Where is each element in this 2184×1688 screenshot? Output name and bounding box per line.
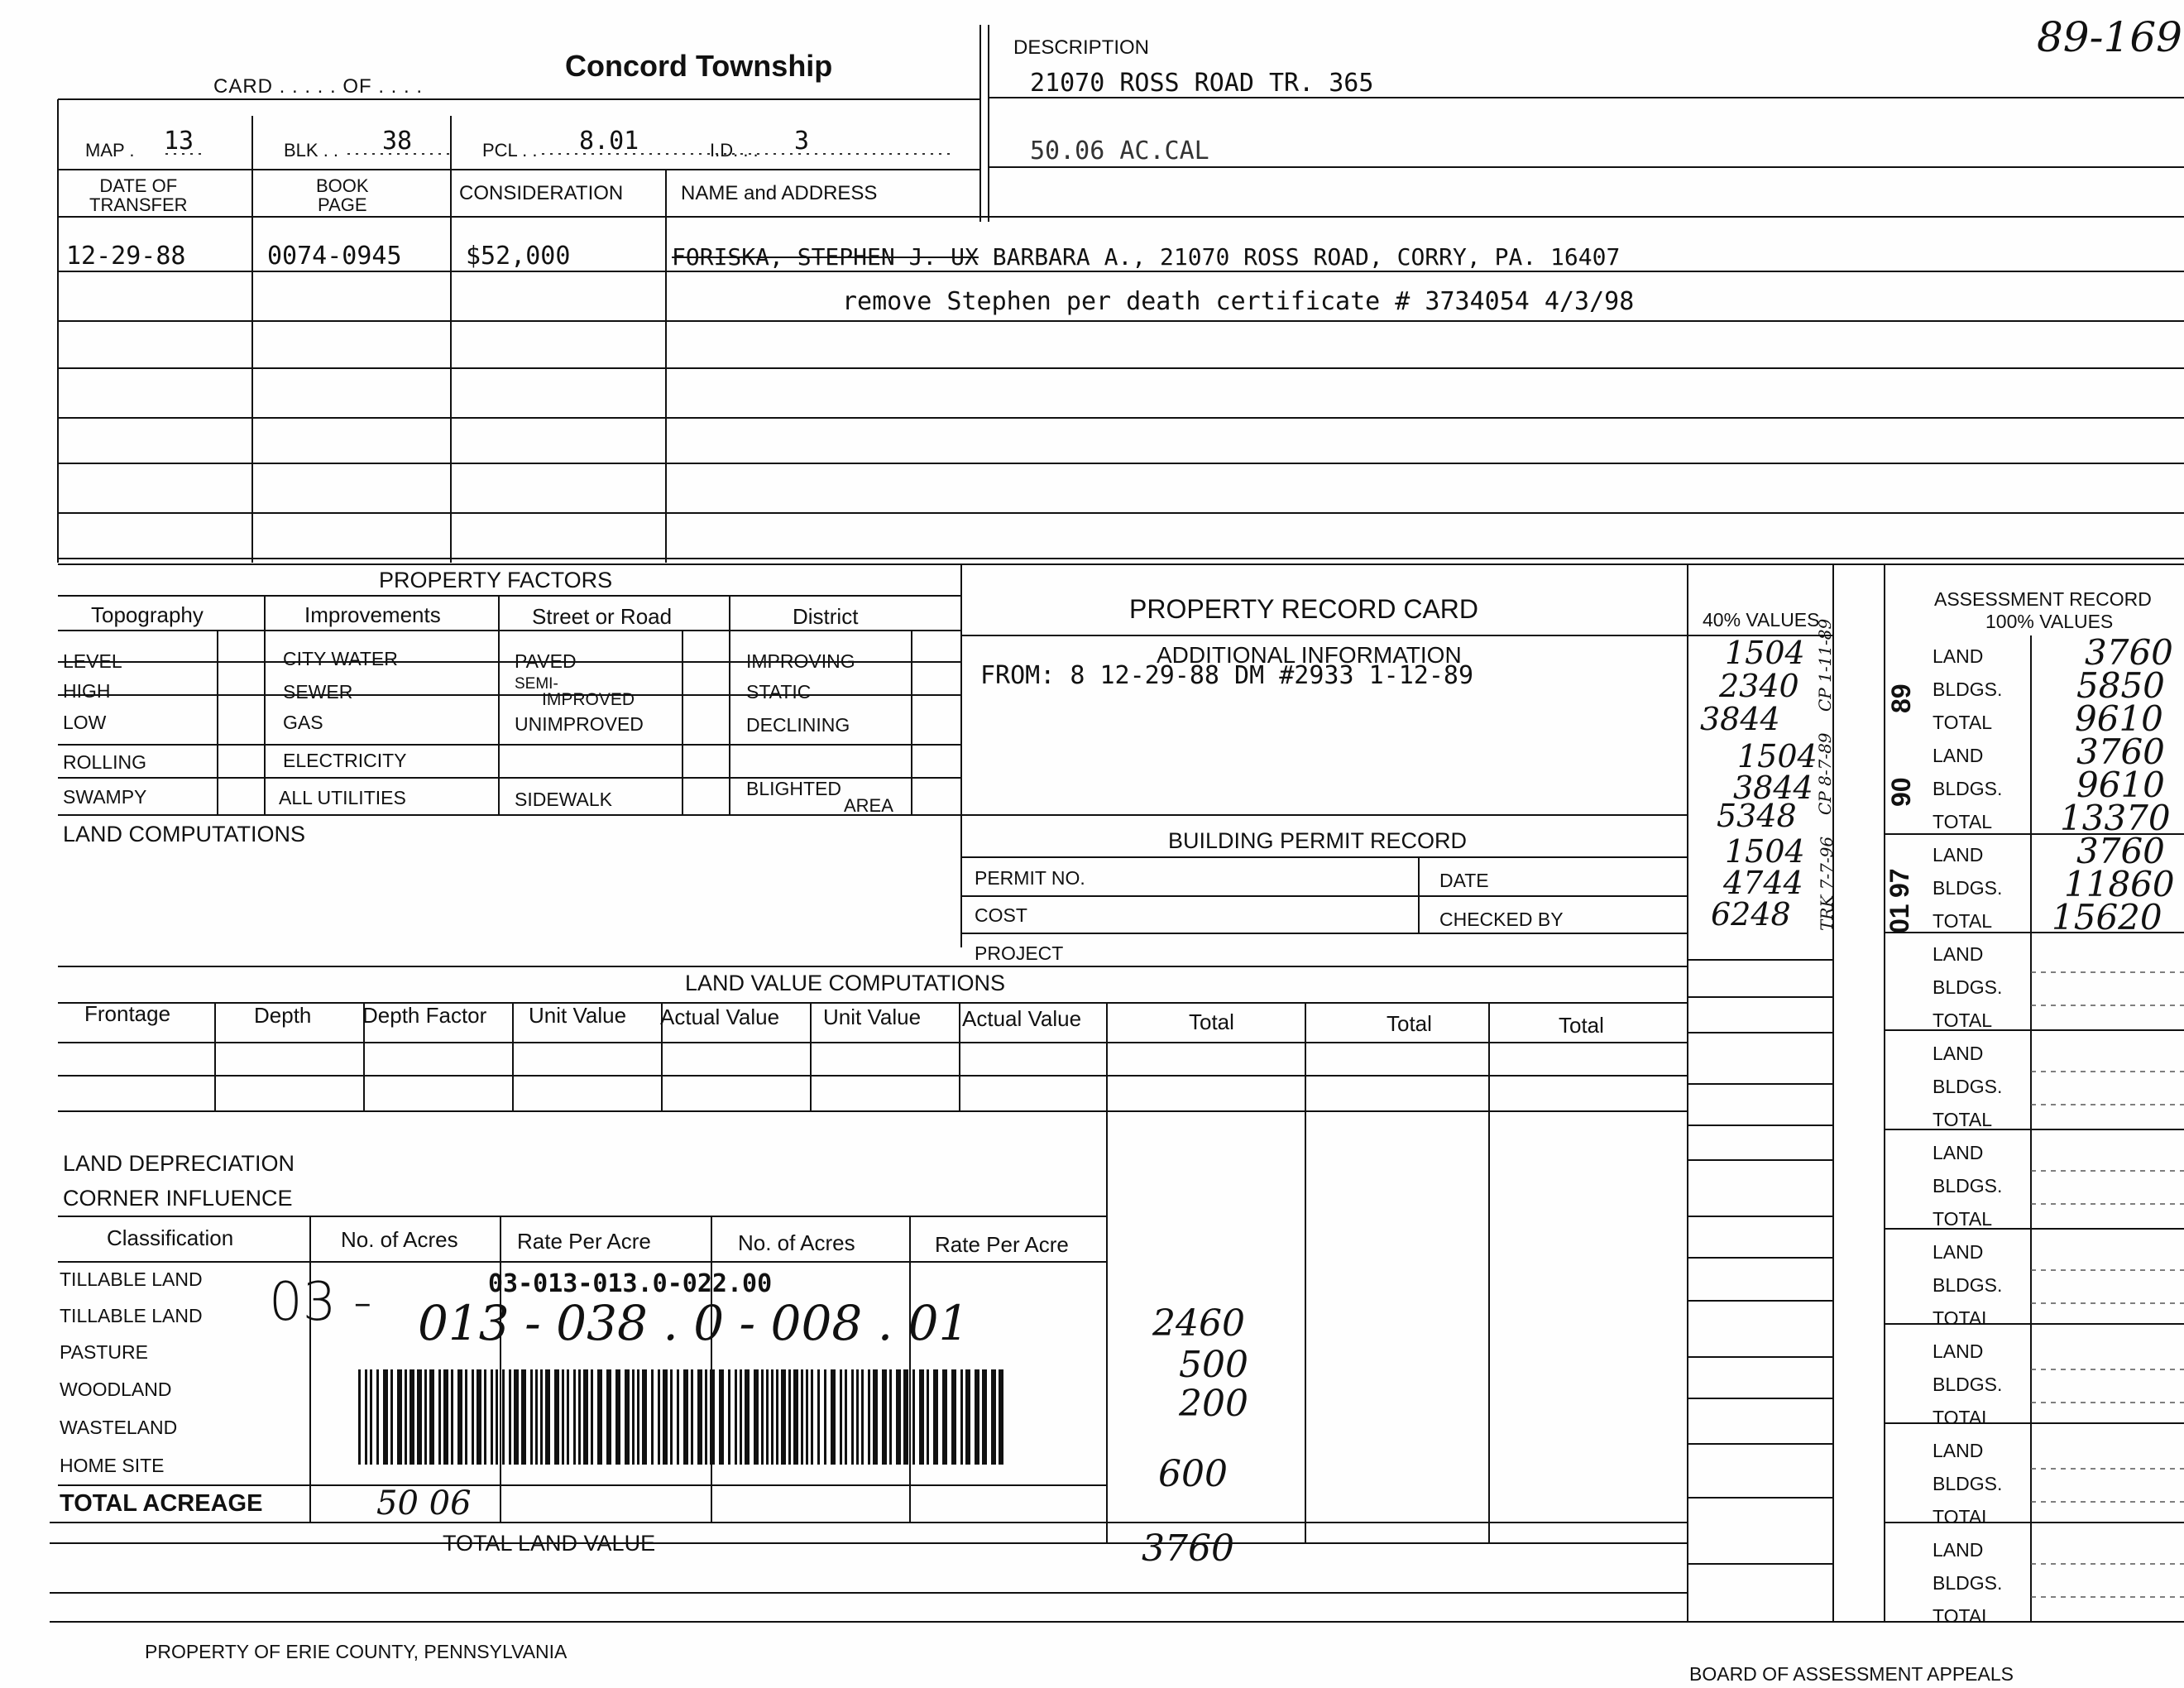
- col-depth-factor: Depth Factor: [362, 1003, 487, 1028]
- barcode-graphic: [358, 1369, 1012, 1465]
- barcode-bar: [405, 1369, 407, 1465]
- v40-total-97: 6248: [1711, 896, 1791, 933]
- district-improving: IMPROVING: [746, 650, 855, 672]
- barcode-bar: [896, 1369, 901, 1465]
- barcode-bar: [540, 1369, 543, 1465]
- barcode-bar: [868, 1369, 870, 1465]
- district-header: District: [793, 604, 859, 629]
- assessment-row-label: LAND: [1933, 943, 1984, 965]
- assessment-title: ASSESSMENT RECORD: [1934, 588, 2152, 610]
- v40-total-89: 3844: [1700, 701, 1780, 737]
- barcode-bar: [358, 1369, 361, 1465]
- street-unimproved: UNIMPROVED: [515, 713, 644, 735]
- consideration-header: CONSIDERATION: [459, 182, 624, 204]
- current-owner: BARBARA A., 21070 ROSS ROAD, CORRY, PA. 16407: [992, 243, 1621, 271]
- id-label: I.D. . .: [710, 140, 759, 161]
- assessment-row-label: LAND: [1933, 645, 1984, 667]
- transfer-date: 12-29-88: [66, 242, 186, 271]
- barcode-bar: [882, 1369, 887, 1465]
- barcode-bar: [670, 1369, 673, 1465]
- assessment-row-label: TOTAL: [1933, 1506, 1992, 1527]
- v40-land-97: 1504: [1725, 833, 1805, 870]
- transfer-note: remove Stephen per death certificate # 3734054 4/3/98: [842, 287, 1635, 316]
- side-note-89: CP 1-11-89: [1815, 618, 1835, 712]
- map-value: 13: [164, 127, 194, 156]
- barcode-bar: [873, 1369, 878, 1465]
- barcode-bar: [397, 1369, 402, 1465]
- barcode-bar: [606, 1369, 611, 1465]
- permit-no-label: PERMIT NO.: [975, 867, 1085, 889]
- file-number: 89-169: [2037, 13, 2182, 61]
- assessment-row-label: BLDGS.: [1933, 1175, 2003, 1196]
- year-89: 89: [1886, 683, 1916, 713]
- barcode-bar: [509, 1369, 511, 1465]
- pcl-label: PCL . .: [482, 140, 538, 161]
- class-woodland: WOODLAND: [60, 1379, 172, 1400]
- barcode-bar: [491, 1369, 493, 1465]
- assessment-row-label: LAND: [1933, 1241, 1984, 1263]
- barcode-bar: [754, 1369, 759, 1465]
- barcode-bar: [903, 1369, 908, 1465]
- blk-label: BLK . .: [284, 140, 339, 161]
- street-improved: IMPROVED: [542, 690, 635, 709]
- barcode-bar: [417, 1369, 422, 1465]
- total-pasture: 500: [1179, 1344, 1248, 1386]
- barcode-bar: [697, 1369, 702, 1465]
- pcl-value: 8.01: [579, 127, 639, 156]
- barcode-bar: [745, 1369, 750, 1465]
- col-depth: Depth: [254, 1003, 312, 1028]
- barcode-bar: [817, 1369, 820, 1465]
- assessment-row-label: BLDGS.: [1933, 1374, 2003, 1395]
- assessment-row-label: TOTAL: [1933, 712, 1992, 733]
- col-unit-value-1: Unit Value: [529, 1003, 627, 1028]
- book-page-header: BOOK PAGE: [316, 175, 369, 216]
- col-no-acres-1: No. of Acres: [341, 1227, 458, 1252]
- permit-date-label: DATE: [1439, 870, 1489, 891]
- street-semi: SEMI-: [515, 675, 558, 693]
- barcode-bar: [545, 1369, 550, 1465]
- district-static: STATIC: [746, 681, 812, 703]
- col-total-1: Total: [1189, 1009, 1234, 1034]
- checked-by-label: CHECKED BY: [1439, 909, 1564, 930]
- assess-bldgs-97: 11860: [2064, 864, 2175, 904]
- improve-city-water: CITY WATER: [283, 648, 398, 669]
- barcode-bar: [960, 1369, 963, 1465]
- barcode-bar: [840, 1369, 842, 1465]
- col-actual-value-1: Actual Value: [660, 1005, 780, 1029]
- land-computations-title: LAND COMPUTATIONS: [63, 822, 306, 846]
- total-acreage-label: TOTAL ACREAGE: [60, 1490, 263, 1517]
- record-card-title: PROPERTY RECORD CARD: [1129, 594, 1478, 624]
- assess-bldgs-90: 9610: [2076, 765, 2165, 805]
- property-factors-title: PROPERTY FACTORS: [379, 568, 613, 592]
- project-label: PROJECT: [975, 942, 1064, 964]
- printed-parcel-id: 03-013-013.0-022.00: [488, 1269, 773, 1298]
- barcode-bar: [383, 1369, 388, 1465]
- barcode-bar: [642, 1369, 647, 1465]
- land-depreciation-label: LAND DEPRECIATION: [63, 1151, 295, 1176]
- v40-bldgs-97: 4744: [1723, 865, 1803, 901]
- barcode-bar: [776, 1369, 778, 1465]
- barcode-bar: [740, 1369, 742, 1465]
- description-label: DESCRIPTION: [1013, 36, 1150, 59]
- cost-label: COST: [975, 904, 1027, 926]
- barcode-bar: [632, 1369, 635, 1465]
- acreage-description: 50.06 AC.CAL: [1030, 137, 1209, 165]
- barcode-bar: [705, 1369, 707, 1465]
- barcode-bar: [781, 1369, 786, 1465]
- barcode-bar: [521, 1369, 526, 1465]
- year-90: 90: [1886, 777, 1916, 807]
- barcode-bar: [999, 1369, 1003, 1465]
- assessment-row-label: TOTAL: [1933, 1407, 1992, 1428]
- barcode-bar: [424, 1369, 427, 1465]
- barcode-bar: [856, 1369, 859, 1465]
- barcode-bar: [583, 1369, 588, 1465]
- assessment-row-label: BLDGS.: [1933, 1274, 2003, 1296]
- street-road-header: Street or Road: [532, 604, 673, 629]
- assessment-row-label: BLDGS.: [1933, 1572, 2003, 1594]
- barcode-bar: [465, 1369, 467, 1465]
- barcode-bar: [831, 1369, 836, 1465]
- improvements-header: Improvements: [304, 602, 441, 627]
- v40-land-90: 1504: [1737, 738, 1818, 774]
- barcode-bar: [919, 1369, 924, 1465]
- year-97: 97: [1885, 868, 1914, 898]
- side-note-90: CP 8-7-89: [1815, 732, 1835, 815]
- improve-electricity: ELECTRICITY: [283, 750, 407, 771]
- barcode-bar: [801, 1369, 803, 1465]
- barcode-bar: [457, 1369, 462, 1465]
- barcode-bar: [663, 1369, 668, 1465]
- owner-name-address: [672, 243, 1621, 271]
- col-no-acres-2: No. of Acres: [738, 1230, 855, 1255]
- topo-high: HIGH: [63, 680, 111, 702]
- struck-owner-name: FORISKA, STEPHEN J. UX: [672, 243, 979, 271]
- barcode-bar: [484, 1369, 486, 1465]
- assessment-row-label: LAND: [1933, 1043, 1984, 1064]
- barcode-bar: [651, 1369, 654, 1465]
- id-value: 3: [794, 127, 810, 156]
- class-pasture: PASTURE: [60, 1341, 148, 1363]
- barcode-bar: [496, 1369, 498, 1465]
- barcode-bar: [710, 1369, 715, 1465]
- assessment-row-label: TOTAL: [1933, 910, 1992, 932]
- barcode-bar: [429, 1369, 434, 1465]
- barcode-bar: [766, 1369, 769, 1465]
- handwritten-parcel-id: 013 - 038 . 0 - 008 . 01: [418, 1295, 970, 1351]
- barcode-bar: [793, 1369, 798, 1465]
- col-frontage: Frontage: [84, 1001, 171, 1026]
- col-total-3: Total: [1559, 1013, 1604, 1038]
- barcode-bar: [502, 1369, 505, 1465]
- col-classification: Classification: [107, 1225, 234, 1250]
- barcode-bar: [735, 1369, 737, 1465]
- assessment-row-label: LAND: [1933, 1440, 1984, 1461]
- barcode-bar: [591, 1369, 593, 1465]
- assessment-row-label: LAND: [1933, 1142, 1984, 1163]
- barcode-bar: [788, 1369, 791, 1465]
- district-area: AREA: [844, 795, 893, 816]
- barcode-bar: [410, 1369, 414, 1465]
- barcode-bar: [824, 1369, 826, 1465]
- barcode-bar: [658, 1369, 660, 1465]
- land-value-title: LAND VALUE COMPUTATIONS: [685, 971, 1006, 995]
- v40-total-90: 5348: [1717, 798, 1797, 834]
- footer-left: PROPERTY OF ERIE COUNTY, PENNSYLVANIA: [145, 1641, 568, 1662]
- side-note-97: TRK 7-7-96: [1817, 836, 1837, 931]
- barcode-bar: [637, 1369, 639, 1465]
- class-tillable-2: TILLABLE LAND: [60, 1305, 203, 1326]
- barcode-bar: [845, 1369, 847, 1465]
- topo-swampy: SWAMPY: [63, 786, 147, 808]
- col-rate-acre-1: Rate Per Acre: [517, 1229, 651, 1254]
- topo-low: LOW: [63, 712, 107, 733]
- date-transfer-header: DATE OF TRANSFER: [89, 175, 188, 216]
- map-label: MAP .: [85, 140, 135, 161]
- assess-total-89: 9610: [2075, 698, 2163, 739]
- corner-influence-label: CORNER INFLUENCE: [63, 1186, 293, 1211]
- barcode-bar: [472, 1369, 474, 1465]
- v40-land-89: 1504: [1725, 635, 1805, 671]
- assessment-row-label: LAND: [1933, 745, 1984, 766]
- barcode-bar: [933, 1369, 938, 1465]
- assessment-row-label: BLDGS.: [1933, 1076, 2003, 1097]
- barcode-bar: [951, 1369, 956, 1465]
- assess-land-90: 3760: [2076, 731, 2165, 772]
- barcode-bar: [982, 1369, 987, 1465]
- assessment-row-label: TOTAL: [1933, 1109, 1992, 1130]
- barcode-bar: [728, 1369, 730, 1465]
- v40-bldgs-89: 2340: [1719, 668, 1799, 704]
- topo-level: LEVEL: [63, 650, 122, 672]
- consideration-amount: $52,000: [466, 242, 571, 271]
- building-permit-title: BUILDING PERMIT RECORD: [1168, 828, 1468, 853]
- assess-bldgs-89: 5850: [2076, 665, 2165, 706]
- township-name: Concord Township: [565, 49, 833, 83]
- barcode-bar: [691, 1369, 693, 1465]
- values-40-title: 40% VALUES: [1703, 609, 1820, 631]
- street-sidewalk: SIDEWALK: [515, 789, 613, 810]
- assessment-row-label: TOTAL: [1933, 1307, 1992, 1329]
- assessment-row-label: LAND: [1933, 844, 1984, 866]
- col-total-2: Total: [1387, 1011, 1432, 1036]
- barcode-bar: [677, 1369, 679, 1465]
- barcode-bar: [530, 1369, 533, 1465]
- barcode-bar: [851, 1369, 854, 1465]
- col-unit-value-2: Unit Value: [823, 1005, 922, 1029]
- barcode-bar: [761, 1369, 764, 1465]
- barcode-bar: [965, 1369, 970, 1465]
- district-blighted: BLIGHTED: [746, 778, 842, 799]
- assess-total-90: 13370: [2060, 798, 2171, 838]
- assessment-row-label: TOTAL: [1933, 1009, 1992, 1031]
- barcode-bar: [562, 1369, 564, 1465]
- card-label: CARD . . . . . OF . . . .: [213, 75, 424, 98]
- parcel-barcode: [358, 1369, 1012, 1465]
- barcode-bar: [443, 1369, 448, 1465]
- improve-all-utilities: ALL UTILITIES: [279, 787, 406, 808]
- property-address: 21070 ROSS ROAD TR. 365: [1030, 69, 1374, 98]
- assessment-row-label: BLDGS.: [1933, 778, 2003, 799]
- assessment-row-label: BLDGS.: [1933, 877, 2003, 899]
- total-land-value-label: TOTAL LAND VALUE: [443, 1531, 656, 1556]
- barcode-bar: [370, 1369, 372, 1465]
- barcode-bar: [625, 1369, 630, 1465]
- year-01: 01: [1885, 904, 1914, 933]
- barcode-bar: [573, 1369, 576, 1465]
- assess-land-97: 3760: [2076, 831, 2165, 871]
- improve-sewer: SEWER: [283, 681, 353, 703]
- assessment-row-label: TOTAL: [1933, 1605, 1992, 1627]
- barcode-bar: [376, 1369, 379, 1465]
- assessment-row-label: BLDGS.: [1933, 976, 2003, 998]
- barcode-bar: [771, 1369, 774, 1465]
- barcode-bar: [451, 1369, 453, 1465]
- barcode-bar: [991, 1369, 996, 1465]
- district-declining: DECLINING: [746, 714, 850, 736]
- barcode-bar: [390, 1369, 393, 1465]
- assessment-row-label: TOTAL: [1933, 811, 1992, 832]
- barcode-bar: [912, 1369, 915, 1465]
- class-tillable-1: TILLABLE LAND: [60, 1268, 203, 1290]
- barcode-bar: [554, 1369, 559, 1465]
- barcode-bar: [889, 1369, 892, 1465]
- barcode-bar: [683, 1369, 688, 1465]
- barcode-bar: [578, 1369, 581, 1465]
- barcode-bar: [567, 1369, 569, 1465]
- assess-total-97: 15620: [2052, 897, 2162, 938]
- barcode-bar: [861, 1369, 864, 1465]
- book-page: 0074-0945: [267, 242, 402, 271]
- total-land-value: 3760: [1142, 1527, 1234, 1570]
- additional-info-label: ADDITIONAL INFORMATION: [1157, 642, 1462, 668]
- v40-bldgs-90: 3844: [1733, 770, 1813, 806]
- total-home-site: 600: [1158, 1453, 1228, 1495]
- barcode-bar: [927, 1369, 929, 1465]
- barcode-bar: [719, 1369, 724, 1465]
- barcode-bar: [942, 1369, 947, 1465]
- assess-land-89: 3760: [2085, 632, 2173, 673]
- total-tillable: 2460: [1152, 1302, 1245, 1345]
- barcode-bar: [597, 1369, 602, 1465]
- col-actual-value-2: Actual Value: [962, 1006, 1082, 1031]
- barcode-bar: [811, 1369, 813, 1465]
- assessment-row-label: BLDGS.: [1933, 679, 2003, 700]
- topography-header: Topography: [91, 602, 204, 627]
- topo-rolling: ROLLING: [63, 751, 146, 773]
- barcode-bar: [535, 1369, 538, 1465]
- street-paved: PAVED: [515, 650, 577, 672]
- barcode-bar: [975, 1369, 979, 1465]
- barcode-bar: [438, 1369, 441, 1465]
- assessment-subtitle: 100% VALUES: [1985, 611, 2114, 632]
- assessment-row-label: TOTAL: [1933, 1208, 1992, 1230]
- barcode-bar: [514, 1369, 519, 1465]
- name-address-header: NAME and ADDRESS: [681, 182, 878, 204]
- barcode-bar: [806, 1369, 808, 1465]
- assessment-row-label: LAND: [1933, 1539, 1984, 1561]
- col-rate-acre-2: Rate Per Acre: [935, 1232, 1069, 1257]
- class-home-site: HOME SITE: [60, 1455, 165, 1476]
- barcode-bar: [477, 1369, 481, 1465]
- total-woodland: 200: [1179, 1383, 1248, 1425]
- assessment-row-label: BLDGS.: [1933, 1473, 2003, 1494]
- handwritten-id-prefix: 03 -: [269, 1272, 372, 1333]
- barcode-bar: [365, 1369, 367, 1465]
- assessment-row-label: LAND: [1933, 1340, 1984, 1362]
- blk-value: 38: [382, 127, 413, 156]
- barcode-bar: [615, 1369, 620, 1465]
- footer-right: BOARD OF ASSESSMENT APPEALS: [1689, 1663, 2014, 1685]
- additional-info-text: FROM: 8 12-29-88 DM #2933 1-12-89: [980, 661, 1474, 690]
- class-wasteland: WASTELAND: [60, 1417, 178, 1438]
- total-acreage-value: 50 06: [376, 1484, 472, 1523]
- improve-gas: GAS: [283, 712, 323, 733]
